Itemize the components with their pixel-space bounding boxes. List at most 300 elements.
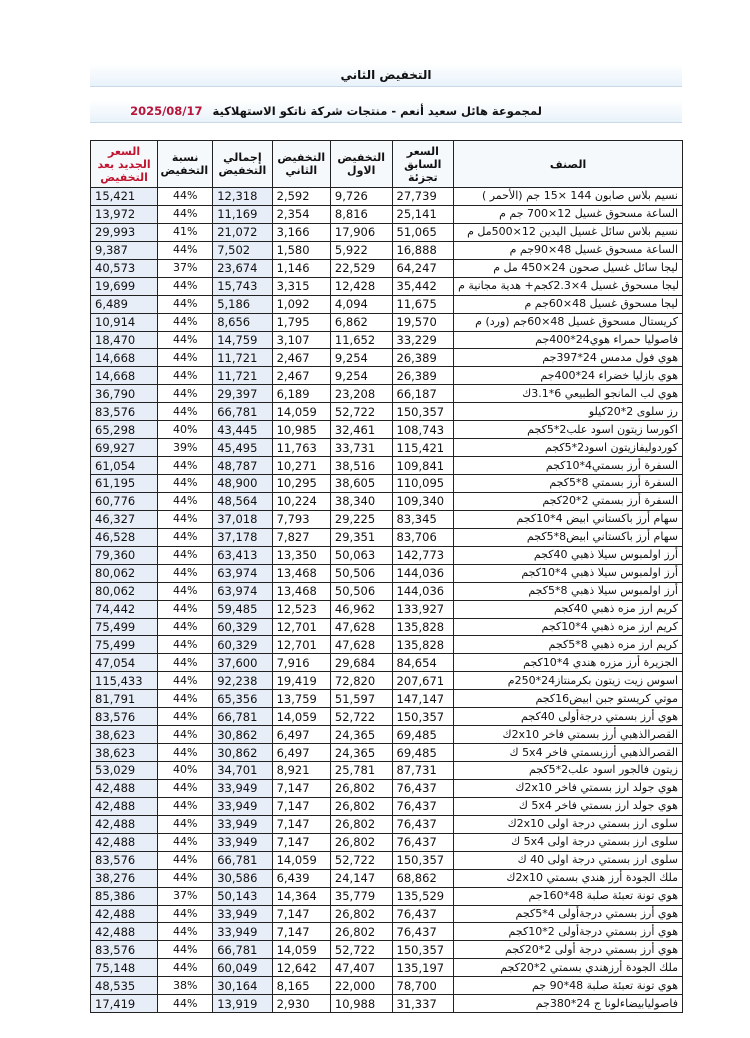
cell-name: أرز اولمبوس سيلا ذهبي 4*10كجم <box>454 564 683 582</box>
cell-disc2: 12,642 <box>272 959 330 977</box>
cell-total: 37,018 <box>213 510 272 528</box>
cell-disc2: 6,189 <box>272 385 330 403</box>
cell-prev-price: 31,337 <box>392 995 454 1013</box>
cell-pct: 44% <box>158 779 213 797</box>
cell-prev-price: 19,570 <box>392 313 454 331</box>
cell-new-price: 60,776 <box>91 492 158 510</box>
cell-name: نسيم بلاس صابون 144 ×15 جم (الأحمر ) <box>454 188 683 206</box>
cell-name: ليجا مسحوق غسيل 48×60جم م <box>454 295 683 313</box>
cell-new-price: 61,195 <box>91 475 158 493</box>
cell-total: 33,949 <box>213 797 272 815</box>
cell-disc1: 23,208 <box>330 385 392 403</box>
cell-disc2: 7,827 <box>272 528 330 546</box>
cell-disc1: 24,365 <box>330 744 392 762</box>
cell-disc1: 24,147 <box>330 869 392 887</box>
cell-disc2: 1,580 <box>272 241 330 259</box>
cell-disc1: 29,225 <box>330 510 392 528</box>
cell-name: فاصوليابيضاءلونا ج 24*380جم <box>454 995 683 1013</box>
cell-total: 43,445 <box>213 421 272 439</box>
cell-total: 66,781 <box>213 708 272 726</box>
cell-total: 60,049 <box>213 959 272 977</box>
cell-total: 30,862 <box>213 726 272 744</box>
cell-disc1: 47,407 <box>330 959 392 977</box>
cell-prev-price: 68,862 <box>392 869 454 887</box>
cell-name: هوي أرز بسمتي درجة أولى 2*20كجم <box>454 941 683 959</box>
cell-name: هوي أرز بسمتي درجةأولى 4*5كجم <box>454 905 683 923</box>
header-total: إجمالي التخفيض <box>213 141 272 188</box>
cell-name: هوي لب المانجو الطبيعي 6*3.1ك <box>454 385 683 403</box>
cell-pct: 44% <box>158 618 213 636</box>
cell-new-price: 46,327 <box>91 510 158 528</box>
table-row <box>91 779 683 797</box>
cell-disc2: 2,592 <box>272 188 330 206</box>
cell-total: 48,900 <box>213 475 272 493</box>
cell-prev-price: 25,141 <box>392 205 454 223</box>
cell-disc2: 2,354 <box>272 205 330 223</box>
header-name: الصنف <box>454 141 683 188</box>
cell-prev-price: 83,345 <box>392 510 454 528</box>
cell-name: أرز اولمبوس سيلا ذهبي 8*5كجم <box>454 582 683 600</box>
table-row <box>91 313 683 331</box>
cell-total: 37,178 <box>213 528 272 546</box>
cell-prev-price: 83,706 <box>392 528 454 546</box>
cell-name: اسوس زيت زيتون بكرمنتاز24*250م <box>454 672 683 690</box>
cell-disc1: 25,781 <box>330 762 392 780</box>
cell-prev-price: 78,700 <box>392 977 454 995</box>
cell-disc2: 13,759 <box>272 690 330 708</box>
cell-disc1: 52,722 <box>330 708 392 726</box>
cell-pct: 38% <box>158 977 213 995</box>
cell-disc2: 19,419 <box>272 672 330 690</box>
cell-new-price: 19,699 <box>91 277 158 295</box>
cell-name: الساعة مسحوق غسيل 12×700 جم م <box>454 205 683 223</box>
cell-name: السفرة أرز بسمتي4*10كجم <box>454 457 683 475</box>
cell-pct: 44% <box>158 959 213 977</box>
cell-prev-price: 135,828 <box>392 618 454 636</box>
table-row <box>91 923 683 941</box>
cell-name: القصرالذهبي أرزبسمتي فاخر 5x4 ك <box>454 744 683 762</box>
cell-pct: 44% <box>158 851 213 869</box>
cell-pct: 44% <box>158 564 213 582</box>
cell-disc1: 32,461 <box>330 421 392 439</box>
cell-prev-price: 64,247 <box>392 259 454 277</box>
cell-new-price: 15,421 <box>91 188 158 206</box>
cell-disc2: 7,147 <box>272 797 330 815</box>
cell-prev-price: 110,095 <box>392 475 454 493</box>
cell-total: 45,495 <box>213 439 272 457</box>
cell-disc1: 22,000 <box>330 977 392 995</box>
cell-total: 48,564 <box>213 492 272 510</box>
table-row <box>91 421 683 439</box>
cell-pct: 44% <box>158 923 213 941</box>
cell-name: هوي بازليا خضراء 24*400جم <box>454 367 683 385</box>
cell-disc1: 72,820 <box>330 672 392 690</box>
cell-disc2: 14,059 <box>272 941 330 959</box>
cell-new-price: 47,054 <box>91 654 158 672</box>
cell-total: 5,186 <box>213 295 272 313</box>
cell-total: 37,600 <box>213 654 272 672</box>
cell-disc2: 1,146 <box>272 259 330 277</box>
table-row <box>91 188 683 206</box>
cell-total: 34,701 <box>213 762 272 780</box>
cell-prev-price: 150,357 <box>392 403 454 421</box>
cell-total: 15,743 <box>213 277 272 295</box>
cell-pct: 44% <box>158 690 213 708</box>
cell-prev-price: 76,437 <box>392 833 454 851</box>
cell-disc2: 7,147 <box>272 815 330 833</box>
subtitle-text: لمجموعة هائل سعيد أنعم - منتجات شركة ناتكو الاستهلاكية <box>212 104 542 118</box>
cell-prev-price: 207,671 <box>392 672 454 690</box>
cell-disc2: 11,763 <box>272 439 330 457</box>
cell-total: 21,072 <box>213 223 272 241</box>
cell-disc2: 12,701 <box>272 618 330 636</box>
cell-new-price: 75,148 <box>91 959 158 977</box>
table-row <box>91 977 683 995</box>
table-row <box>91 259 683 277</box>
table-row <box>91 528 683 546</box>
cell-prev-price: 150,357 <box>392 851 454 869</box>
cell-pct: 44% <box>158 277 213 295</box>
table-row <box>91 223 683 241</box>
table-row <box>91 762 683 780</box>
cell-pct: 40% <box>158 421 213 439</box>
table-row <box>91 546 683 564</box>
cell-total: 30,164 <box>213 977 272 995</box>
cell-prev-price: 16,888 <box>392 241 454 259</box>
cell-total: 66,781 <box>213 851 272 869</box>
cell-total: 11,169 <box>213 205 272 223</box>
cell-pct: 44% <box>158 349 213 367</box>
cell-disc2: 6,439 <box>272 869 330 887</box>
cell-new-price: 83,576 <box>91 708 158 726</box>
cell-new-price: 38,276 <box>91 869 158 887</box>
cell-new-price: 6,489 <box>91 295 158 313</box>
cell-prev-price: 69,485 <box>392 726 454 744</box>
header-prev-price: السعر السابق تجزئة <box>392 141 454 188</box>
cell-disc1: 47,628 <box>330 636 392 654</box>
table-row <box>91 582 683 600</box>
cell-name: هوي أرز بسمتي درجةأولى 2*10كجم <box>454 923 683 941</box>
cell-prev-price: 115,421 <box>392 439 454 457</box>
header-disc1: التخفيض الاول <box>330 141 392 188</box>
cell-name: كريم ارز مزه ذهبي 4*10كجم <box>454 618 683 636</box>
table-row <box>91 869 683 887</box>
cell-name: أرز اولمبوس سيلا ذهبي 40كجم <box>454 546 683 564</box>
table-row <box>91 367 683 385</box>
cell-disc1: 29,684 <box>330 654 392 672</box>
table-row <box>91 510 683 528</box>
cell-pct: 41% <box>158 223 213 241</box>
cell-disc1: 35,779 <box>330 887 392 905</box>
cell-disc1: 51,597 <box>330 690 392 708</box>
cell-name: سلوى ارز بسمتي درجة اولى 40 ك <box>454 851 683 869</box>
cell-disc2: 10,224 <box>272 492 330 510</box>
cell-total: 29,397 <box>213 385 272 403</box>
table-row <box>91 277 683 295</box>
cell-disc2: 12,701 <box>272 636 330 654</box>
cell-prev-price: 35,442 <box>392 277 454 295</box>
cell-disc2: 6,497 <box>272 744 330 762</box>
cell-prev-price: 109,841 <box>392 457 454 475</box>
table-row <box>91 690 683 708</box>
cell-pct: 44% <box>158 797 213 815</box>
cell-name: اكورسا زيتون اسود علب2*5كجم <box>454 421 683 439</box>
table-row <box>91 457 683 475</box>
cell-pct: 44% <box>158 313 213 331</box>
cell-disc2: 8,165 <box>272 977 330 995</box>
table-row <box>91 636 683 654</box>
cell-disc1: 33,731 <box>330 439 392 457</box>
cell-total: 33,949 <box>213 833 272 851</box>
cell-name: الجزيرة أرز مزره هندي 4*10كجم <box>454 654 683 672</box>
cell-disc2: 1,092 <box>272 295 330 313</box>
cell-name: زيتون فالجور اسود علب2*5كجم <box>454 762 683 780</box>
cell-disc2: 2,467 <box>272 367 330 385</box>
cell-name: السفرة أرز بسمتي 8*5كجم <box>454 475 683 493</box>
cell-disc1: 26,802 <box>330 923 392 941</box>
cell-prev-price: 135,529 <box>392 887 454 905</box>
cell-pct: 44% <box>158 295 213 313</box>
table-row <box>91 295 683 313</box>
table-row <box>91 600 683 618</box>
table-row <box>91 744 683 762</box>
cell-new-price: 17,419 <box>91 995 158 1013</box>
cell-prev-price: 147,147 <box>392 690 454 708</box>
cell-total: 7,502 <box>213 241 272 259</box>
cell-prev-price: 27,739 <box>392 188 454 206</box>
table-header-row <box>91 141 683 188</box>
cell-new-price: 29,993 <box>91 223 158 241</box>
cell-prev-price: 76,437 <box>392 923 454 941</box>
cell-new-price: 83,576 <box>91 403 158 421</box>
cell-prev-price: 76,437 <box>392 797 454 815</box>
cell-disc1: 52,722 <box>330 403 392 421</box>
cell-disc1: 38,516 <box>330 457 392 475</box>
cell-disc1: 26,802 <box>330 815 392 833</box>
cell-name: سهام أرز باكستاني ابيض 4*10كجم <box>454 510 683 528</box>
cell-disc2: 7,147 <box>272 923 330 941</box>
cell-total: 11,721 <box>213 367 272 385</box>
cell-name: فاصوليا حمراء هوي24*400جم <box>454 331 683 349</box>
cell-disc2: 1,795 <box>272 313 330 331</box>
cell-prev-price: 69,485 <box>392 744 454 762</box>
cell-name: هوي أرز بسمتي درجةأولى 40كجم <box>454 708 683 726</box>
cell-disc2: 14,364 <box>272 887 330 905</box>
cell-new-price: 53,029 <box>91 762 158 780</box>
cell-prev-price: 76,437 <box>392 779 454 797</box>
cell-total: 66,781 <box>213 403 272 421</box>
cell-total: 66,781 <box>213 941 272 959</box>
cell-pct: 44% <box>158 367 213 385</box>
cell-disc2: 10,985 <box>272 421 330 439</box>
cell-disc2: 6,497 <box>272 726 330 744</box>
cell-prev-price: 11,675 <box>392 295 454 313</box>
cell-new-price: 42,488 <box>91 923 158 941</box>
cell-disc2: 12,523 <box>272 600 330 618</box>
cell-pct: 44% <box>158 941 213 959</box>
cell-total: 33,949 <box>213 779 272 797</box>
table-row <box>91 726 683 744</box>
cell-new-price: 14,668 <box>91 367 158 385</box>
cell-total: 50,143 <box>213 887 272 905</box>
cell-disc2: 13,468 <box>272 564 330 582</box>
cell-pct: 44% <box>158 833 213 851</box>
cell-pct: 37% <box>158 259 213 277</box>
cell-disc2: 14,059 <box>272 851 330 869</box>
cell-new-price: 75,499 <box>91 636 158 654</box>
cell-new-price: 80,062 <box>91 582 158 600</box>
cell-pct: 44% <box>158 600 213 618</box>
cell-disc2: 14,059 <box>272 403 330 421</box>
table-row <box>91 475 683 493</box>
cell-prev-price: 142,773 <box>392 546 454 564</box>
cell-pct: 44% <box>158 708 213 726</box>
cell-prev-price: 26,389 <box>392 367 454 385</box>
table-row <box>91 941 683 959</box>
cell-prev-price: 51,065 <box>392 223 454 241</box>
cell-disc1: 8,816 <box>330 205 392 223</box>
cell-total: 65,356 <box>213 690 272 708</box>
cell-new-price: 42,488 <box>91 815 158 833</box>
header-disc2: التخفيض الثاني <box>272 141 330 188</box>
cell-disc2: 2,930 <box>272 995 330 1013</box>
cell-pct: 44% <box>158 636 213 654</box>
table-row <box>91 205 683 223</box>
cell-prev-price: 76,437 <box>392 905 454 923</box>
cell-name: القصرالذهبي أرز بسمتي فاخر 2x10ك <box>454 726 683 744</box>
cell-pct: 44% <box>158 241 213 259</box>
cell-pct: 44% <box>158 672 213 690</box>
cell-disc2: 8,921 <box>272 762 330 780</box>
cell-new-price: 38,623 <box>91 726 158 744</box>
table-row <box>91 331 683 349</box>
cell-prev-price: 135,197 <box>392 959 454 977</box>
cell-name: السفرة أرز بسمتي 2*20كجم <box>454 492 683 510</box>
cell-total: 63,974 <box>213 582 272 600</box>
table-row <box>91 995 683 1013</box>
cell-new-price: 69,927 <box>91 439 158 457</box>
cell-disc2: 7,147 <box>272 905 330 923</box>
cell-disc1: 52,722 <box>330 851 392 869</box>
cell-new-price: 46,528 <box>91 528 158 546</box>
cell-total: 12,318 <box>213 188 272 206</box>
cell-prev-price: 76,437 <box>392 815 454 833</box>
cell-prev-price: 108,743 <box>392 421 454 439</box>
table-row <box>91 959 683 977</box>
cell-pct: 44% <box>158 905 213 923</box>
cell-prev-price: 144,036 <box>392 582 454 600</box>
cell-total: 23,674 <box>213 259 272 277</box>
cell-name: هوي جولد ارز بسمتي فاخر 5x4 ك <box>454 797 683 815</box>
cell-name: موتي كريستو جبن ابيض16كجم <box>454 690 683 708</box>
cell-total: 14,759 <box>213 331 272 349</box>
cell-new-price: 42,488 <box>91 905 158 923</box>
cell-prev-price: 135,828 <box>392 636 454 654</box>
cell-total: 33,949 <box>213 923 272 941</box>
cell-new-price: 75,499 <box>91 618 158 636</box>
cell-new-price: 38,623 <box>91 744 158 762</box>
cell-new-price: 18,470 <box>91 331 158 349</box>
cell-prev-price: 33,229 <box>392 331 454 349</box>
table-row <box>91 815 683 833</box>
cell-pct: 44% <box>158 654 213 672</box>
cell-name: ليجا مسحوق غسيل 4×2.3كجم+ هدية مجانية م <box>454 277 683 295</box>
cell-name: هوي جولد ارز بسمتي فاخر 2x10ك <box>454 779 683 797</box>
cell-disc1: 9,726 <box>330 188 392 206</box>
cell-disc1: 9,254 <box>330 367 392 385</box>
table-body <box>91 188 683 1013</box>
cell-new-price: 40,573 <box>91 259 158 277</box>
cell-name: سهام أرز باكستاني ابيض8*5كجم <box>454 528 683 546</box>
cell-name: رز سلوى 2*20كيلو <box>454 403 683 421</box>
cell-pct: 44% <box>158 582 213 600</box>
cell-pct: 44% <box>158 205 213 223</box>
cell-disc1: 26,802 <box>330 797 392 815</box>
cell-new-price: 79,360 <box>91 546 158 564</box>
cell-pct: 44% <box>158 331 213 349</box>
cell-pct: 44% <box>158 815 213 833</box>
table-row <box>91 403 683 421</box>
cell-name: ملك الجودة أرز هندي بسمتي 2x10ك <box>454 869 683 887</box>
table-row <box>91 654 683 672</box>
cell-disc2: 2,467 <box>272 349 330 367</box>
cell-new-price: 61,054 <box>91 457 158 475</box>
cell-disc1: 24,365 <box>330 726 392 744</box>
table-row <box>91 385 683 403</box>
cell-pct: 44% <box>158 528 213 546</box>
cell-new-price: 115,433 <box>91 672 158 690</box>
cell-new-price: 36,790 <box>91 385 158 403</box>
cell-total: 60,329 <box>213 636 272 654</box>
cell-disc1: 29,351 <box>330 528 392 546</box>
cell-name: سلوى ارز بسمتي درجة اولى 5x4 ك <box>454 833 683 851</box>
table-row <box>91 618 683 636</box>
cell-pct: 39% <box>158 439 213 457</box>
table-row <box>91 564 683 582</box>
cell-prev-price: 133,927 <box>392 600 454 618</box>
cell-name: ليجا سائل غسيل صحون 24×450 مل م <box>454 259 683 277</box>
cell-pct: 44% <box>158 995 213 1013</box>
cell-disc1: 50,063 <box>330 546 392 564</box>
cell-total: 33,949 <box>213 815 272 833</box>
table-row <box>91 797 683 815</box>
cell-new-price: 65,298 <box>91 421 158 439</box>
cell-total: 11,721 <box>213 349 272 367</box>
cell-total: 8,656 <box>213 313 272 331</box>
subtitle-band <box>90 100 682 123</box>
cell-name: الساعة مسحوق غسيل 48×90جم م <box>454 241 683 259</box>
cell-total: 13,919 <box>213 995 272 1013</box>
discount-table <box>90 140 683 1013</box>
cell-name: كوردوليفازيتون اسود2*5كجم <box>454 439 683 457</box>
cell-new-price: 83,576 <box>91 941 158 959</box>
cell-new-price: 14,668 <box>91 349 158 367</box>
cell-disc1: 26,802 <box>330 905 392 923</box>
cell-name: هوي تونة تعبئة صلبة 48*160جم <box>454 887 683 905</box>
cell-pct: 44% <box>158 457 213 475</box>
cell-total: 30,586 <box>213 869 272 887</box>
cell-total: 63,413 <box>213 546 272 564</box>
cell-disc1: 38,340 <box>330 492 392 510</box>
cell-disc1: 17,906 <box>330 223 392 241</box>
cell-new-price: 83,576 <box>91 851 158 869</box>
cell-prev-price: 109,340 <box>392 492 454 510</box>
cell-disc1: 52,722 <box>330 941 392 959</box>
cell-disc1: 11,652 <box>330 331 392 349</box>
cell-disc2: 10,271 <box>272 457 330 475</box>
cell-disc2: 10,295 <box>272 475 330 493</box>
cell-disc1: 50,506 <box>330 582 392 600</box>
